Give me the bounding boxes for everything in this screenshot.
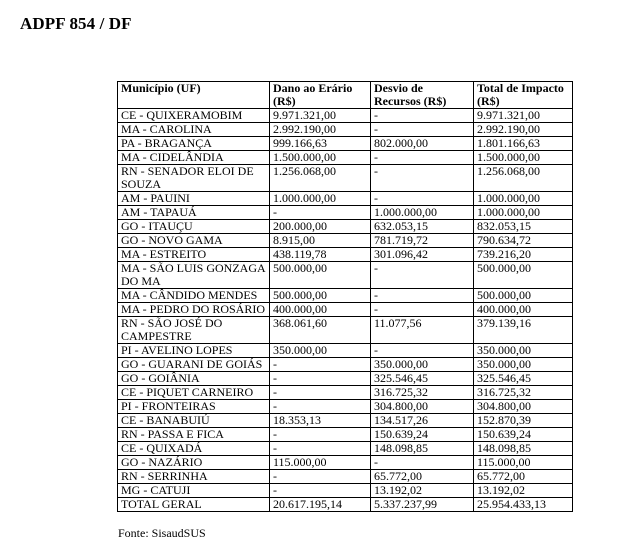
cell-municipio: CE - PIQUET CARNEIRO: [118, 386, 270, 400]
cell-total: 316.725,32: [474, 386, 573, 400]
table-row: [118, 344, 573, 358]
cell-total: 500.000,00: [474, 289, 573, 303]
table-row: [118, 262, 573, 289]
cell-dano: 20.617.195,14: [270, 498, 371, 512]
source-note: Fonte: SisaudSUS: [118, 526, 206, 540]
page-title: ADPF 854 / DF: [20, 14, 132, 33]
table-row: [118, 317, 573, 344]
cell-dano: 999.166,63: [270, 137, 371, 151]
cell-total: 790.634,72: [474, 234, 573, 248]
table-row: [118, 192, 573, 206]
cell-dano: 438.119,78: [270, 248, 371, 262]
cell-total: 150.639,24: [474, 428, 573, 442]
cell-desvio: -: [371, 303, 474, 317]
cell-desvio: 350.000,00: [371, 358, 474, 372]
cell-desvio: -: [371, 344, 474, 358]
table-row: [118, 303, 573, 317]
cell-desvio: -: [371, 123, 474, 137]
cell-desvio: 301.096,42: [371, 248, 474, 262]
cell-dano: 500.000,00: [270, 262, 371, 289]
cell-dano: -: [270, 428, 371, 442]
cell-municipio: CE - QUIXERAMOBIM: [118, 109, 270, 123]
table-row: [118, 109, 573, 123]
cell-desvio: -: [371, 151, 474, 165]
cell-desvio: 65.772,00: [371, 470, 474, 484]
cell-desvio: 11.077,56: [371, 317, 474, 344]
column-header-total: Total de Impacto (R$): [474, 82, 573, 109]
table-row: [118, 428, 573, 442]
table-row: [118, 484, 573, 498]
cell-desvio: 5.337.237,99: [371, 498, 474, 512]
table-row: [118, 137, 573, 151]
cell-dano: 1.000.000,00: [270, 192, 371, 206]
cell-municipio: RN - PASSA E FICA: [118, 428, 270, 442]
table-row: [118, 165, 573, 192]
table-row: [118, 220, 573, 234]
cell-desvio: 304.800,00: [371, 400, 474, 414]
cell-total: 1.500.000,00: [474, 151, 573, 165]
cell-dano: -: [270, 484, 371, 498]
cell-desvio: -: [371, 456, 474, 470]
cell-total: 9.971.321,00: [474, 109, 573, 123]
cell-municipio: MG - CATUJI: [118, 484, 270, 498]
cell-dano: 350.000,00: [270, 344, 371, 358]
cell-municipio: RN - SENADOR ELOI DE SOUZA: [118, 165, 270, 192]
impact-table: [117, 81, 573, 512]
table-row: [118, 414, 573, 428]
cell-total: 325.546,45: [474, 372, 573, 386]
cell-dano: 400.000,00: [270, 303, 371, 317]
cell-desvio: 632.053,15: [371, 220, 474, 234]
cell-municipio: PI - AVELINO LOPES: [118, 344, 270, 358]
cell-municipio: CE - QUIXADÁ: [118, 442, 270, 456]
table-row: [118, 470, 573, 484]
cell-total: 1.000.000,00: [474, 192, 573, 206]
cell-total: 2.992.190,00: [474, 123, 573, 137]
cell-municipio: RN - SERRINHA: [118, 470, 270, 484]
cell-desvio: 1.000.000,00: [371, 206, 474, 220]
cell-total: 65.772,00: [474, 470, 573, 484]
table-row: [118, 456, 573, 470]
cell-dano: -: [270, 400, 371, 414]
cell-dano: -: [270, 386, 371, 400]
cell-municipio: RN - SÃO JOSÉ DO CAMPESTRE: [118, 317, 270, 344]
cell-dano: 8.915,00: [270, 234, 371, 248]
cell-municipio: GO - GOIÂNIA: [118, 372, 270, 386]
table-row: [118, 151, 573, 165]
cell-desvio: 148.098,85: [371, 442, 474, 456]
cell-total: 1.000.000,00: [474, 206, 573, 220]
cell-desvio: 325.546,45: [371, 372, 474, 386]
cell-total: 25.954.433,13: [474, 498, 573, 512]
cell-total: 148.098,85: [474, 442, 573, 456]
cell-desvio: -: [371, 289, 474, 303]
cell-dano: 1.500.000,00: [270, 151, 371, 165]
cell-total: 379.139,16: [474, 317, 573, 344]
cell-dano: -: [270, 206, 371, 220]
cell-municipio: MA - SÃO LUIS GONZAGA DO MA: [118, 262, 270, 289]
cell-dano: 1.256.068,00: [270, 165, 371, 192]
cell-total: 304.800,00: [474, 400, 573, 414]
cell-total: 400.000,00: [474, 303, 573, 317]
cell-municipio: AM - PAUINI: [118, 192, 270, 206]
cell-municipio: PA - BRAGANÇA: [118, 137, 270, 151]
cell-dano: -: [270, 358, 371, 372]
table-row: [118, 442, 573, 456]
cell-total: 1.801.166,63: [474, 137, 573, 151]
cell-dano: 200.000,00: [270, 220, 371, 234]
cell-total: 1.256.068,00: [474, 165, 573, 192]
table-row: [118, 123, 573, 137]
cell-desvio: -: [371, 192, 474, 206]
table-header-row: [118, 82, 573, 109]
cell-municipio: MA - CÂNDIDO MENDES: [118, 289, 270, 303]
cell-dano: -: [270, 442, 371, 456]
column-header-desvio: Desvio de Recursos (R$): [371, 82, 474, 109]
cell-desvio: 134.517,26: [371, 414, 474, 428]
cell-municipio: MA - PEDRO DO ROSÁRIO: [118, 303, 270, 317]
cell-municipio: CE - BANABUIÚ: [118, 414, 270, 428]
cell-municipio: GO - NOVO GAMA: [118, 234, 270, 248]
cell-municipio: PI - FRONTEIRAS: [118, 400, 270, 414]
table-total-row: [118, 498, 573, 512]
cell-total: 350.000,00: [474, 344, 573, 358]
cell-desvio: -: [371, 109, 474, 123]
cell-total: 832.053,15: [474, 220, 573, 234]
cell-desvio: 150.639,24: [371, 428, 474, 442]
table-row: [118, 358, 573, 372]
cell-desvio: 316.725,32: [371, 386, 474, 400]
cell-desvio: 13.192,02: [371, 484, 474, 498]
cell-dano: 9.971.321,00: [270, 109, 371, 123]
cell-dano: 115.000,00: [270, 456, 371, 470]
table-row: [118, 289, 573, 303]
column-header-dano: Dano ao Erário (R$): [270, 82, 371, 109]
cell-desvio: -: [371, 165, 474, 192]
cell-total: 350.000,00: [474, 358, 573, 372]
table-row: [118, 386, 573, 400]
table-row: [118, 206, 573, 220]
cell-total: 152.870,39: [474, 414, 573, 428]
cell-dano: 500.000,00: [270, 289, 371, 303]
cell-municipio: MA - CIDELÂNDIA: [118, 151, 270, 165]
cell-total: 115.000,00: [474, 456, 573, 470]
cell-dano: 2.992.190,00: [270, 123, 371, 137]
cell-dano: 18.353,13: [270, 414, 371, 428]
cell-desvio: 802.000,00: [371, 137, 474, 151]
cell-total: 500.000,00: [474, 262, 573, 289]
cell-dano: 368.061,60: [270, 317, 371, 344]
cell-municipio: GO - ITAUÇU: [118, 220, 270, 234]
cell-municipio: MA - ESTREITO: [118, 248, 270, 262]
cell-dano: -: [270, 372, 371, 386]
cell-municipio: TOTAL GERAL: [118, 498, 270, 512]
table-row: [118, 248, 573, 262]
table-row: [118, 372, 573, 386]
cell-municipio: GO - GUARANI DE GOIÁS: [118, 358, 270, 372]
column-header-municipio: Município (UF): [118, 82, 270, 109]
cell-desvio: 781.719,72: [371, 234, 474, 248]
cell-desvio: -: [371, 262, 474, 289]
table-row: [118, 400, 573, 414]
cell-municipio: GO - NAZÁRIO: [118, 456, 270, 470]
table-body: [118, 109, 573, 512]
cell-municipio: MA - CAROLINA: [118, 123, 270, 137]
cell-total: 739.216,20: [474, 248, 573, 262]
cell-municipio: AM - TAPAUÁ: [118, 206, 270, 220]
cell-dano: -: [270, 470, 371, 484]
cell-total: 13.192,02: [474, 484, 573, 498]
table-row: [118, 234, 573, 248]
